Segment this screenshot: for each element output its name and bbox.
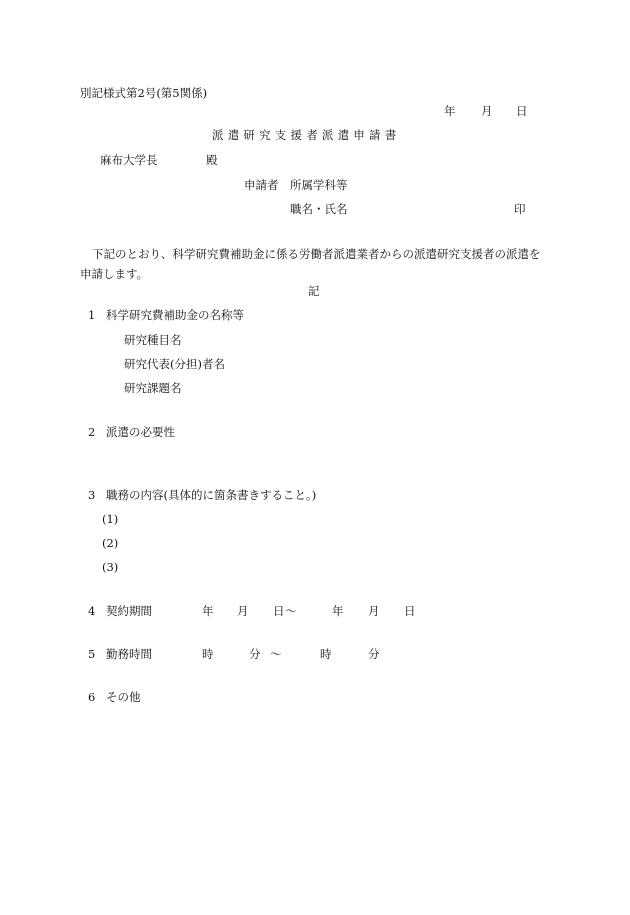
item-3-number: 3 <box>88 488 96 502</box>
item-1-research-type: 研究種目名 <box>124 333 182 347</box>
date-day-label: 日 <box>516 104 528 118</box>
applicant-dept-label: 所属学科等 <box>290 178 348 192</box>
item-4-start-year: 年 <box>202 604 214 618</box>
ki-heading: 記 <box>308 284 320 298</box>
item-1-number: 1 <box>88 308 96 322</box>
item-4-end-year: 年 <box>332 604 344 618</box>
item-2-number: 2 <box>88 425 96 439</box>
item-3-list-2: (2) <box>102 536 119 550</box>
item-4-end-month: 月 <box>368 604 380 618</box>
item-5-end-minute: 分 <box>368 647 380 661</box>
applicant-label: 申請者 <box>244 178 279 192</box>
seal-mark: 印 <box>514 202 526 216</box>
document-title: 派遣研究支援者派遣申請書 <box>212 128 401 142</box>
item-3-list-1: (1) <box>102 512 119 526</box>
item-4-start-month: 月 <box>237 604 249 618</box>
date-month-label: 月 <box>481 104 493 118</box>
date-year-label: 年 <box>444 104 456 118</box>
item-4-number: 4 <box>88 604 96 618</box>
item-3-label: 職務の内容(具体的に箇条書きすること。) <box>106 488 317 502</box>
item-4-label: 契約期間 <box>106 604 152 618</box>
item-5-end-hour: 時 <box>320 647 332 661</box>
item-3-list-3: (3) <box>102 560 119 574</box>
form-id: 別記様式第2号(第5関係) <box>80 86 208 100</box>
item-5-number: 5 <box>88 647 96 661</box>
item-5-start-minute: 分 <box>249 647 261 661</box>
item-1-label: 科学研究費補助金の名称等 <box>106 308 244 322</box>
item-6-label: その他 <box>106 690 141 704</box>
item-2-label: 派遣の必要性 <box>106 425 175 439</box>
applicant-name-label: 職名・氏名 <box>290 202 348 216</box>
item-4-end-day: 日 <box>404 604 416 618</box>
item-4-start-day: 日 <box>273 604 285 618</box>
item-6-number: 6 <box>88 690 96 704</box>
item-1-research-title: 研究課題名 <box>124 381 182 395</box>
item-5-start-hour: 時 <box>202 647 214 661</box>
item-5-label: 勤務時間 <box>106 647 152 661</box>
addressee-name: 麻布大学長 <box>100 153 158 167</box>
item-1-representative: 研究代表(分担)者名 <box>124 357 225 371</box>
addressee-honorific: 殿 <box>206 153 218 167</box>
item-5-tilde: 〜 <box>270 647 282 661</box>
item-4-tilde: 〜 <box>285 604 297 618</box>
application-statement: 下記のとおり、科学研究費補助金に係る労働者派遣業者からの派遣研究支援者の派遣を申請します。 <box>80 247 541 281</box>
